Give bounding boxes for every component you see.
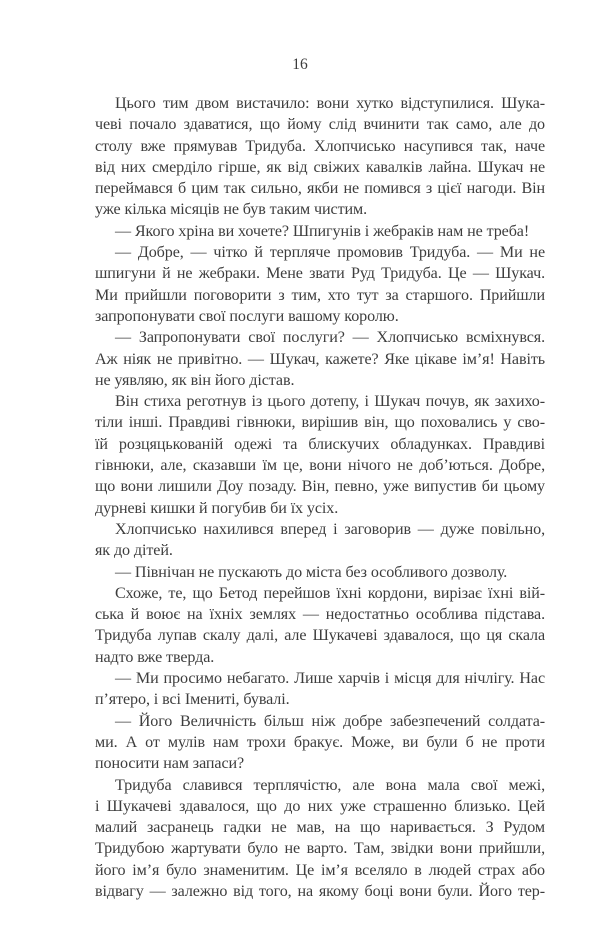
text-line: — Північан не пускають до міста без особливого дозволу.: [115, 563, 508, 581]
text-line: столу вже прямував Тридуба. Хлопчисько насупився так, наче: [95, 137, 545, 155]
text-line: Тридуба лупав скалу далі, але Шукачеві здавалося, що ця скала: [95, 627, 545, 645]
page-number: 16: [292, 56, 308, 73]
text-line: уже кілька місяців не був таким чистим.: [95, 201, 368, 219]
text-line: гівнюки, але, сказавши їм це, вони нічого не доб’ються. Добре,: [95, 457, 545, 475]
text-line: — Добре, — чітко й терпляче промовив Тридуба. — Ми не: [115, 244, 545, 262]
paragraph: [95, 242, 545, 327]
paragraph: [95, 583, 545, 668]
paragraph: [95, 668, 545, 711]
text-line: надто вже тверда.: [95, 648, 215, 666]
text-line: Тридубою жартувати було не варто. Там, звідки вони прийшли,: [95, 840, 545, 858]
text-line: запропонувати свої послуги вашому королю.: [95, 307, 399, 325]
text-line: не уявляю, як він його дістав.: [95, 371, 295, 389]
text-line: Аж ніяк не привітно. — Шукач, кажете? Яке цікаве ім’я! Навіть: [95, 350, 545, 368]
paragraph: [95, 562, 545, 583]
text-line: Він стиха реготнув із цього дотепу, і Шукач почув, як захихо-: [115, 393, 545, 411]
text-line: чеві почало здаватися, що йому слід вчинити так само, але до: [95, 116, 545, 134]
paragraph: [95, 327, 545, 391]
text-line: Цього тим двом вистачило: вони хутко відступилися. Шука-: [115, 95, 545, 112]
text-body: [95, 93, 545, 902]
text-line: Ми прийшли поговорити з тим, хто тут за старшого. Прийшли: [95, 286, 545, 304]
text-line: що вони лишили Доу позаду. Він, певно, уже випустив би цьому: [95, 478, 545, 496]
text-line: дурневі кишки й погубив би їх усіх.: [95, 499, 339, 517]
paragraph: [95, 221, 545, 242]
text-line: шпигуни й не жебраки. Мене звати Руд Тридуба. Це — Шукач.: [95, 265, 545, 283]
text-line: поносити нам запаси?: [95, 755, 245, 773]
paragraph: [95, 711, 545, 775]
text-line: ми. А от мулів нам трохи бракує. Може, ви були б не проти: [95, 733, 545, 751]
text-line: як до дітей.: [95, 542, 173, 560]
text-line: — Його Величність більш ніж добре забезпечений солдата-: [115, 712, 545, 730]
text-line: від них смерділо гірше, як від свіжих кавалків лайна. Шукач не: [95, 158, 545, 176]
text-line: п’ятеро, і всі Імениті, бувалі.: [95, 691, 290, 709]
paragraph: [95, 519, 545, 562]
text-line: Тридуба славився терплячістю, але вона мала свої межі,: [115, 776, 545, 794]
text-line: — Ми просимо небагато. Лише харчів і місця для нічлігу. Нас: [115, 670, 545, 688]
text-line: тіли інші. Правдиві гівнюки, вирішив він, що поховались у сво-: [95, 414, 545, 432]
text-line: відвагу — залежно від того, на якому боці вони були. Його тер-: [95, 882, 545, 900]
text-line: ська й воює на їхніх землях — недостатньо особлива підстава.: [95, 606, 545, 624]
text-line: малий засранець гадки не мав, на що наривається. З Рудом: [95, 819, 545, 837]
text-line: — Запропонувати свої послуги? — Хлопчисько всміхнувся.: [115, 329, 545, 347]
text-line: їй розцяцькованій одежі та блискучих обладунках. Правдиві: [95, 435, 545, 453]
paragraph: [95, 775, 545, 903]
text-line: Схоже, те, що Бетод перейшов їхні кордони, вирізає їхні вій-: [115, 584, 545, 602]
text-line: — Якого хріна ви хочете? Шпигунів і жебраків нам не треба!: [115, 222, 530, 240]
text-line: Хлопчисько нахилився вперед і заговорив — дуже повільно,: [115, 520, 545, 538]
text-line: переймався б цим так сильно, якби не помився з цієї нагоди. Він: [95, 180, 545, 198]
paragraph: [95, 93, 545, 221]
paragraph: [95, 391, 545, 519]
text-line: і Шукачеві здавалося, що до них уже страшенно близько. Цей: [95, 797, 545, 815]
text-line: його ім’я було знаменитим. Це ім’я вселяло в людей страх або: [95, 861, 545, 879]
